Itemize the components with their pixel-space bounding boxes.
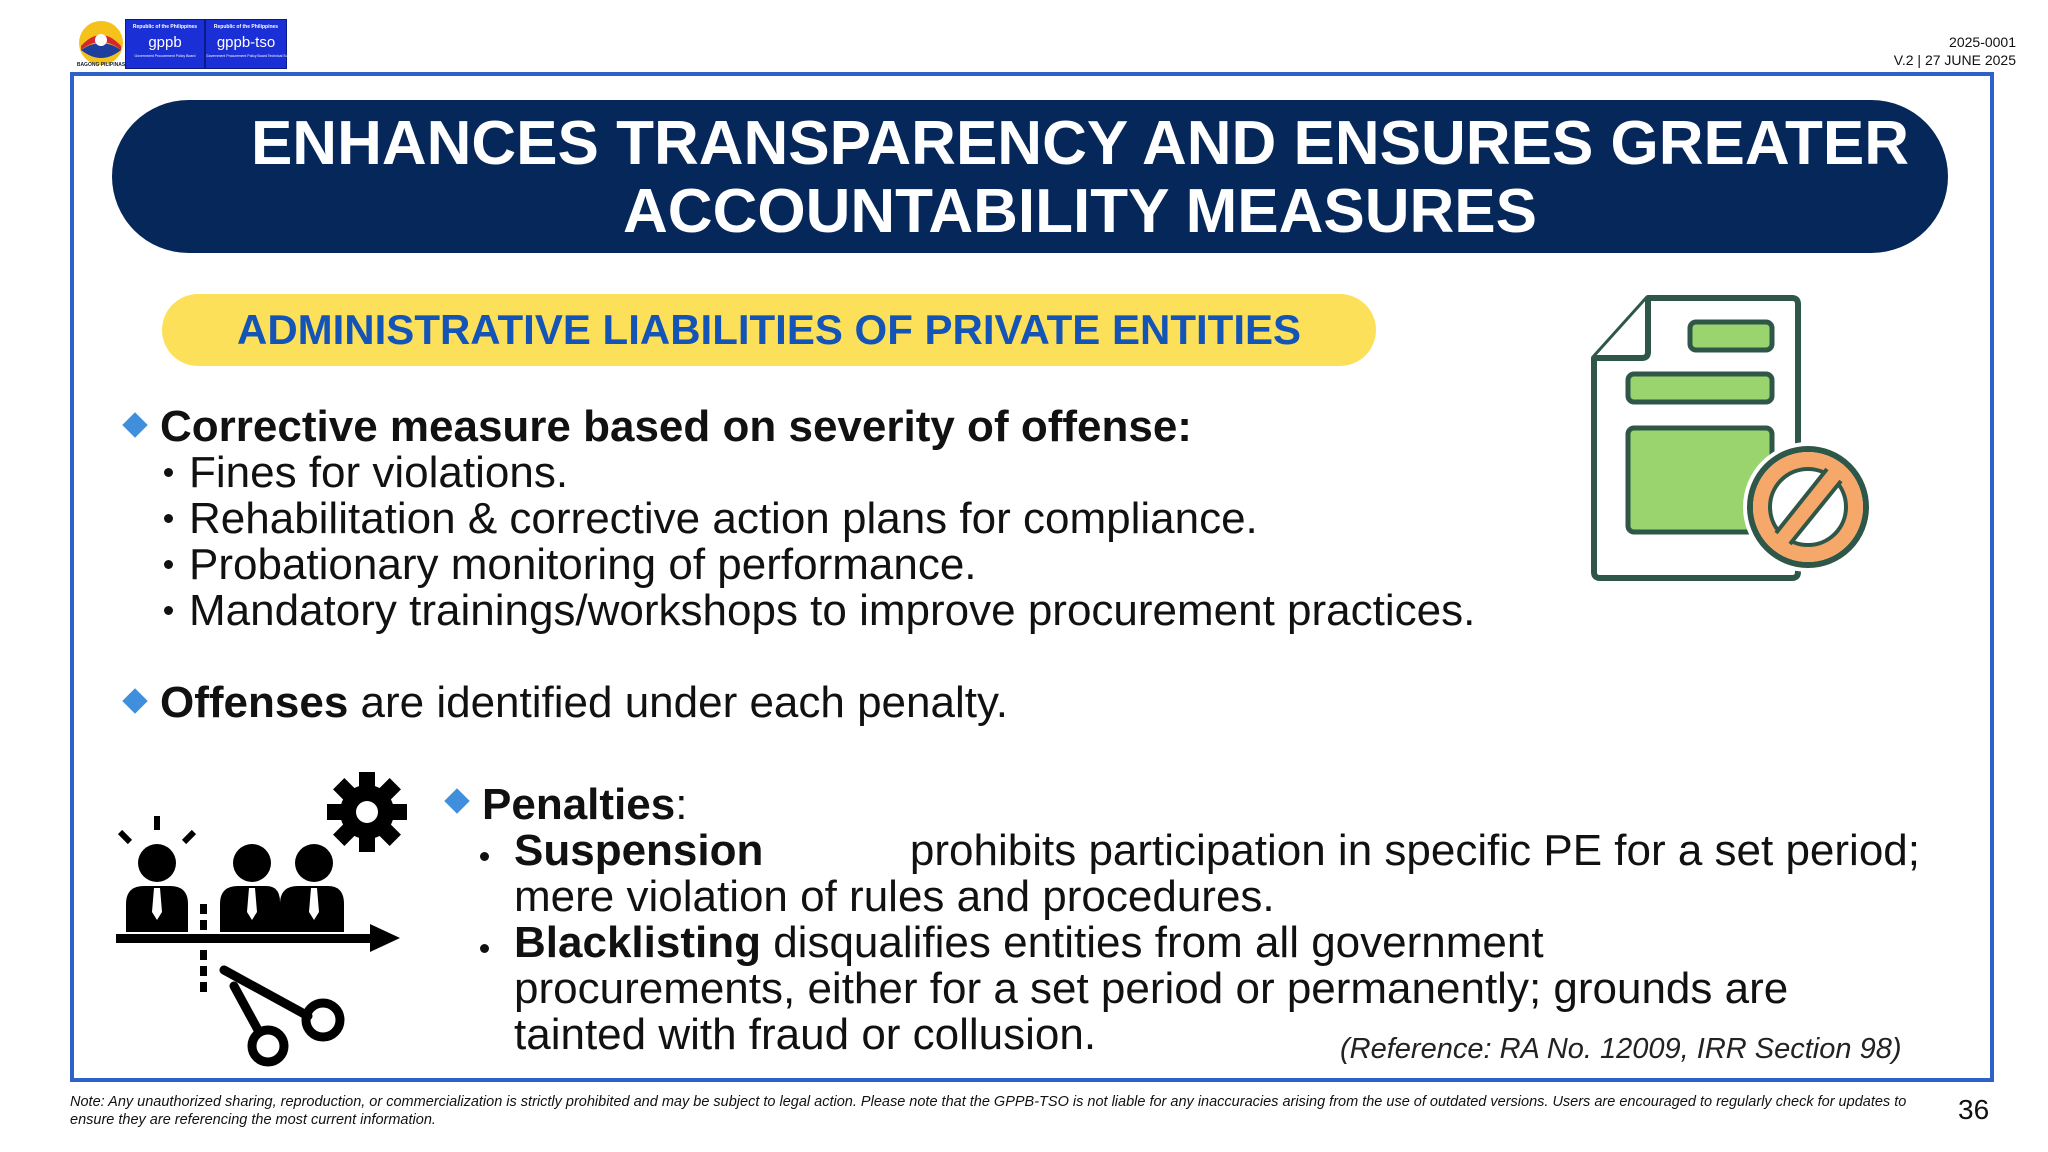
tso-logo-main: gppb-tso — [216, 34, 276, 51]
blacklisting-row1 — [514, 920, 1920, 966]
document-code — [1894, 33, 2016, 69]
offenses-statement — [160, 678, 1008, 728]
document-version: V.2 | 27 JUNE 2025 — [1893, 52, 2016, 68]
penalties-heading-bold: Penalties — [482, 780, 676, 829]
list-item — [164, 496, 1475, 542]
list-item — [164, 542, 1475, 588]
bullet-dot-icon — [164, 606, 173, 615]
bullet-dot-icon — [164, 514, 173, 523]
bullet-dot-icon — [480, 852, 489, 861]
footer-disclaimer: Note: Any unauthorized sharing, reproduction, or commercialization is strictly prohibited and may be subject to legal action. Please note that the GPPB-TSO is not liable for any inaccuracies arising from the use of outdated versions. Users are encouraged to regularly check for updates to ensure they are referencing the most current information. — [70, 1094, 1907, 1128]
blacklisting-row1-text: disqualifies entities from all government — [760, 918, 1544, 967]
tso-logo-top: Republic of the Philippines — [213, 24, 279, 30]
offenses-rest: are identified under each penalty. — [348, 678, 1008, 727]
page-title — [112, 110, 1948, 246]
page-title-line2: ACCOUNTABILITY MEASURES — [623, 177, 1537, 246]
gppb-logo-main: gppb — [148, 34, 182, 51]
offenses-bold: Offenses — [160, 678, 349, 727]
document-prohibited-icon — [1590, 292, 1880, 582]
blacklisting-row2: procurements, either for a set period or permanently; grounds are — [514, 964, 1789, 1013]
suspension-row1 — [514, 828, 1920, 874]
suspension-bold: Suspension — [514, 826, 764, 875]
page-number: 36 — [1958, 1094, 1990, 1125]
suspension-row2: mere violation of rules and procedures. — [514, 872, 1275, 921]
bullet-dot-icon — [164, 560, 173, 569]
penalties-heading — [482, 780, 687, 830]
page-title-line1: ENHANCES TRANSPARENCY AND ENSURES GREATER — [250, 109, 1910, 178]
suspension-row1-text: prohibits participation in specific PE for a set period; — [909, 826, 1920, 875]
bullet-dot-icon — [480, 944, 489, 953]
list-item-text: Fines for violations. — [189, 448, 569, 497]
bagong-pilipinas-seal-icon — [76, 18, 126, 68]
seal-caption: BAGONG PILIPINAS — [76, 62, 126, 68]
document-number: 2025-0001 — [1949, 34, 2016, 50]
list-item — [164, 588, 1475, 634]
gppb-logo-top: Republic of the Philippines — [132, 24, 198, 30]
blacklisting-bold: Blacklisting — [514, 918, 761, 967]
people-gear-scissors-icon — [112, 764, 412, 1064]
tso-logo-sub: Government Procurement Policy Board Technical Support Office — [206, 54, 306, 58]
gppb-logo-sub: Government Procurement Policy Board — [134, 54, 196, 58]
gppb-tso-logo — [205, 19, 306, 69]
section-subtitle: ADMINISTRATIVE LIABILITIES OF PRIVATE ENTITIES — [236, 306, 1302, 353]
gppb-logo — [125, 19, 205, 69]
list-item-text: Rehabilitation & corrective action plans for compliance. — [189, 494, 1258, 543]
list-item-text: Probationary monitoring of performance. — [189, 540, 977, 589]
penalties-colon: : — [675, 780, 688, 829]
corrective-heading: Corrective measure based on severity of offense: — [160, 402, 1192, 451]
bullet-dot-icon — [164, 468, 173, 477]
penalty-suspension — [480, 828, 1920, 920]
blacklisting-row3: tainted with fraud or collusion. — [514, 1010, 1097, 1059]
reference-citation: (Reference: RA No. 12009, IRR Section 98) — [1340, 1033, 1902, 1065]
list-item-text: Mandatory trainings/workshops to improve procurement practices. — [189, 586, 1476, 635]
corrective-list — [164, 450, 1475, 634]
penalties-list — [480, 828, 1920, 1058]
list-item — [164, 450, 1475, 496]
